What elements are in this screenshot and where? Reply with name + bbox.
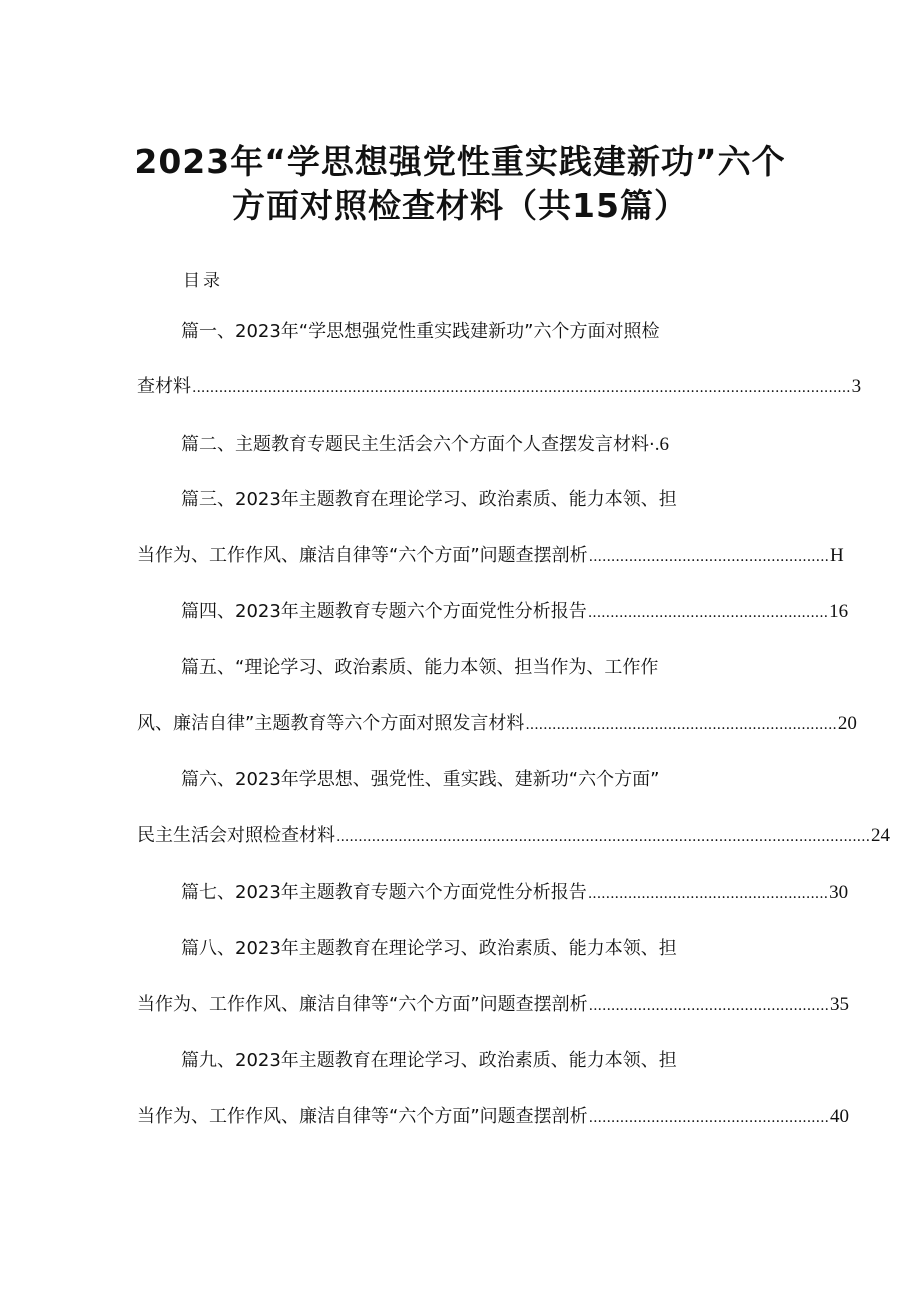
toc-entry-3-line-1[interactable] (181, 486, 780, 514)
toc-page-number: 3 (851, 376, 862, 397)
toc-entry-text: 风、廉洁自律”主题教育等六个方面对照发言材料 (137, 713, 525, 734)
toc-leader-dots: ...................................................................... (525, 717, 837, 733)
document-title-line-1: 2023年“学思想强党性重实践建新功”六个 (134, 142, 786, 181)
toc-page-number: .6 (654, 434, 669, 455)
toc-entry-text: 篇五、“理论学习、政治素质、能力本领、担当作为、工作作 (181, 657, 659, 678)
toc-page-number: 40 (829, 1106, 849, 1127)
toc-leader-dots: ........................................................................................................................ (336, 829, 871, 845)
toc-entry-text: 篇一、2023年“学思想强党性重实践建新功”六个方面对照检 (181, 321, 660, 342)
toc-entry-1-line-1[interactable] (181, 318, 780, 346)
toc-page-number: 24 (871, 825, 891, 846)
toc-entry-3-line-2[interactable] (137, 542, 844, 570)
toc-leader-dots: ...................................................... (588, 998, 829, 1014)
toc-leader-dots: .................................................................................................................................................... (192, 380, 851, 396)
toc-entry-2[interactable] (181, 431, 669, 459)
toc-leader-dots: ...................................................... (588, 1110, 829, 1126)
toc-entry-text: 当作为、工作作风、廉洁自律等“六个方面”问题查摆剖析 (137, 994, 588, 1015)
toc-page-number: 30 (829, 882, 849, 903)
toc-entry-5-line-2[interactable] (137, 710, 857, 738)
toc-entry-text: 篇二、主题教育专题民主生活会六个方面个人查摆发言材料· (181, 434, 655, 455)
toc-entry-text: 篇四、2023年主题教育专题六个方面党性分析报告 (181, 601, 587, 622)
toc-entry-text: 篇三、2023年主题教育在理论学习、政治素质、能力本领、担 (181, 489, 677, 510)
toc-entry-text: 篇六、2023年学思想、强党性、重实践、建新功“六个方面” (181, 769, 660, 790)
toc-page-number: H (829, 545, 844, 566)
toc-entry-text: 篇七、2023年主题教育专题六个方面党性分析报告 (181, 882, 587, 903)
toc-entry-9-line-1[interactable] (181, 1047, 780, 1075)
toc-entry-text: 当作为、工作作风、廉洁自律等“六个方面”问题查摆剖析 (137, 545, 588, 566)
toc-entry-8-line-1[interactable] (181, 935, 780, 963)
toc-entry-text: 民主生活会对照检查材料 (137, 825, 335, 846)
toc-leader-dots: ...................................................... (588, 549, 829, 565)
toc-entry-7[interactable] (181, 879, 849, 907)
document-title-line-2: 方面对照检查材料（共15篇） (232, 186, 688, 225)
toc-entry-6-line-1[interactable] (181, 766, 780, 794)
toc-entry-text: 篇八、2023年主题教育在理论学习、政治素质、能力本领、担 (181, 938, 677, 959)
toc-entry-5-line-1[interactable] (181, 654, 780, 682)
toc-entry-text: 篇九、2023年主题教育在理论学习、政治素质、能力本领、担 (181, 1050, 677, 1071)
toc-heading: 目录 (183, 271, 223, 291)
toc-page-number: 35 (829, 994, 849, 1015)
toc-entry-1-line-2[interactable] (137, 373, 862, 401)
toc-entry-8-line-2[interactable] (137, 991, 849, 1019)
toc-page-number: 16 (829, 601, 849, 622)
toc-page-number: 20 (837, 713, 857, 734)
toc-entry-text: 当作为、工作作风、廉洁自律等“六个方面”问题查摆剖析 (137, 1106, 588, 1127)
toc-entry-text: 查材料 (137, 376, 191, 397)
toc-leader-dots: ...................................................... (587, 886, 829, 902)
toc-entry-4[interactable] (181, 598, 849, 626)
toc-entry-6-line-2[interactable] (137, 822, 891, 850)
toc-entry-9-line-2[interactable] (137, 1103, 849, 1131)
toc-leader-dots: ...................................................... (587, 605, 829, 621)
